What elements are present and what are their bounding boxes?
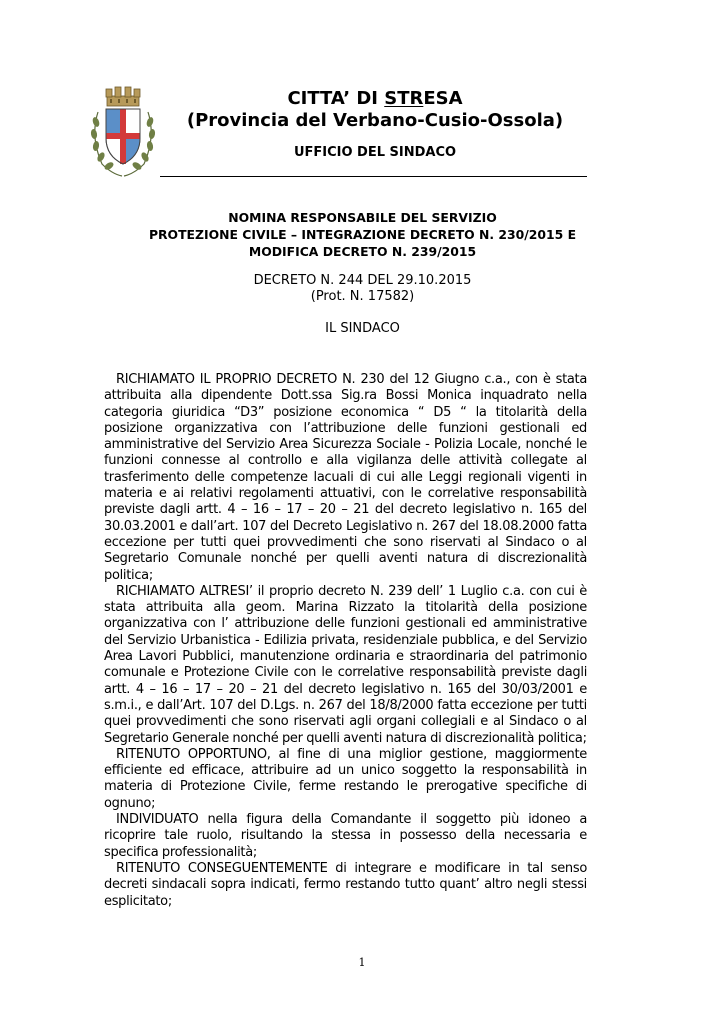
- mayor-heading: IL SINDACO: [325, 321, 400, 336]
- protocol-number: (Prot. N. 17582): [310, 289, 415, 304]
- document-title: [95, 209, 630, 261]
- page-number: 1: [358, 956, 366, 969]
- title-line: MODIFICA DECRETO N. 239/2015: [248, 244, 477, 260]
- body-paragraph: RITENUTO CONSEGUENTEMENTE di integrare e modificare in tal senso decreti sindacali sopra indicati, fermo restando tutto quant’ altro negli stessi esplicitato;: [104, 860, 587, 909]
- city-name: CITTA’ DI STRESA: [287, 88, 463, 109]
- office-name: UFFICIO DEL SINDACO: [293, 145, 457, 160]
- body-paragraph: INDIVIDUATO nella figura della Comandante il soggetto più idoneo a ricoprire tale ruolo, risultando la stessa in possesso della necessaria e specifica professionalità;: [104, 812, 587, 860]
- province-name: (Provincia del Verbano-Cusio-Ossola): [186, 110, 564, 131]
- document-body: [104, 372, 587, 910]
- header-divider: [160, 176, 587, 177]
- decree-number: DECRETO N. 244 DEL 29.10.2015: [253, 273, 472, 288]
- body-paragraph: RICHIAMATO IL PROPRIO DECRETO N. 230 del 12 Giugno c.a., con è stata attribuita alla dipendente Dott.ssa Sig.ra Bossi Monica inquadrato nella categoria giuridica “D3” posizione economica “ D5 “ la titolarità della posizione organizzativa con l’attribuzione delle funzioni gestionali ed amministrative del Servizio Area Sicurezza Sociale - Polizia Locale, nonché le funzioni connesse al controllo e alla vigilanza delle attività collegate al trasferimento delle competenze lacuali di cui alle Leggi regionali vigenti in materia e ai relativi regolamenti attuativi, con le correlative responsabilità previste dagli artt. 4 – 16 – 17 – 20 – 21 del decreto legislativo n. 165 del 30.03.2001 e dall’art. 107 del Decreto Legislativo n. 267 del 18.08.2000 fatta eccezione per tutti quei provvedimenti che sono riservati al Sindaco o al Segretario Comunale nonché per quelli aventi natura di discrezionalità politica;: [104, 372, 587, 583]
- body-paragraph: RICHIAMATO ALTRESI’ il proprio decreto N. 239 dell’ 1 Luglio c.a. con cui è stata attribuita alla geom. Marina Rizzato la titolarità della posizione organizzativa con l’ attribuzione delle funzioni gestionali ed amministrative del Servizio Urbanistica - Edilizia privata, residenziale pubblica, e del Servizio Area Lavori Pubblici, manutenzione ordinaria e straordinaria del patrimonio comunale e Protezione Civile con le correlative responsabilità previste dagli artt. 4 – 16 – 17 – 20 – 21 del decreto legislativo n. 165 del 30/03/2001 e s.m.i., e dall’Art. 107 del D.Lgs. n. 267 del 18/8/2000 fatta eccezione per tutti quei provvedimenti che sono riservati agli organi collegiali e al Sindaco o al Segretario Generale nonché per quelli aventi natura di discrezionalità politica;: [104, 583, 587, 746]
- title-line: NOMINA RESPONSABILE DEL SERVIZIO: [228, 210, 497, 225]
- decree-reference: [95, 273, 630, 305]
- title-line: PROTEZIONE CIVILE – INTEGRAZIONE DECRETO N. 230/2015 E: [148, 227, 577, 243]
- city-coat-of-arms-logo: [88, 82, 158, 180]
- body-paragraph: RITENUTO OPPORTUNO, al fine di una miglior gestione, maggiormente efficiente ed efficace, attribuire ad un unico soggetto la responsabilità in materia di Protezione Civile, ferme restando le prerogative specifiche di ognuno;: [104, 746, 587, 811]
